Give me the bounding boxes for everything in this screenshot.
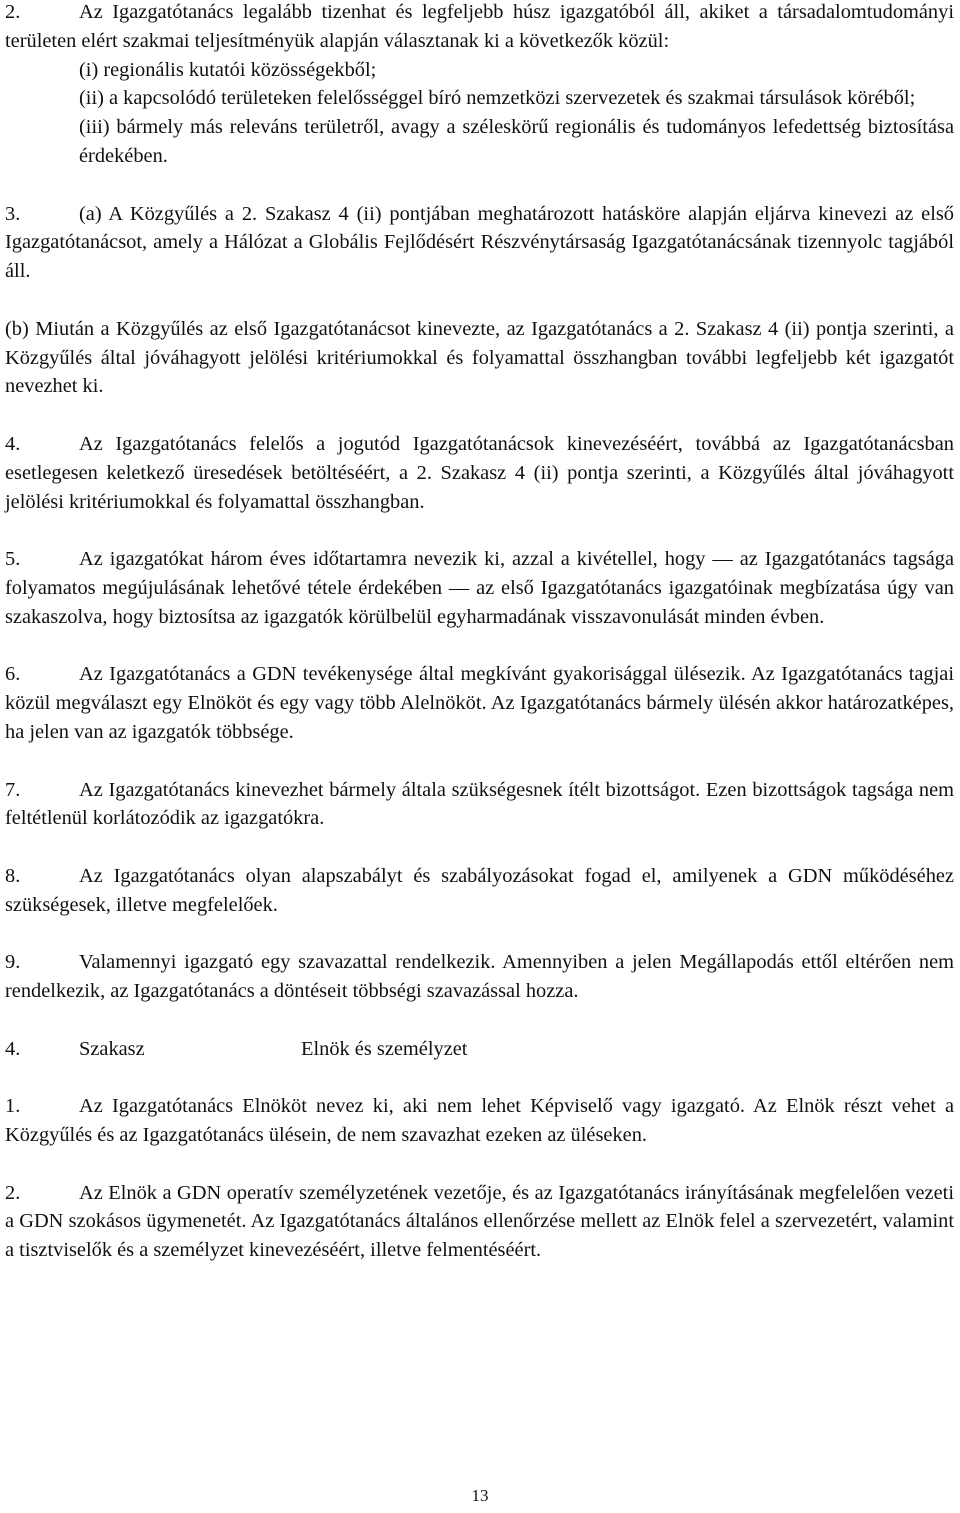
- paragraph-number: 9.: [5, 951, 21, 974]
- paragraph-number: 5.: [5, 548, 21, 571]
- section4-paragraph-2: [5, 1179, 954, 1265]
- paragraph-6: [5, 660, 954, 746]
- paragraph-text: Az Igazgatótanács legalább tizenhat és legfeljebb húsz igazgatóból áll, akiket a társadalomtudományi területen elért szakmai teljesítményük alapján választanak ki a következők közül:: [5, 1, 954, 52]
- section4-paragraph-1: [5, 1092, 954, 1150]
- paragraph-text: Az igazgatókat három éves időtartamra nevezik ki, azzal a kivétellel, hogy — az Igazgatótanács tagsága folyamatos megújulásának lehetővé tétele érdekében — az első Igazgatótanács igazgatóinak megbízatása úgy van szakaszolva, hogy biztosítsa az igazgatók körülbelül egyharmadának visszavonulását minden évben.: [5, 548, 954, 628]
- paragraph-text: (a) A Közgyűlés a 2. Szakasz 4 (ii) pontjában meghatározott hatásköre alapján eljárva kinevezi az első Igazgatótanácsot, amely a Hálózat a Globális Fejlődésért Részvénytársaság Igazgatótanácsának tizennyolc tagjából áll.: [5, 202, 954, 283]
- paragraph-number: 8.: [5, 864, 21, 887]
- section-word: Szakasz: [79, 1037, 145, 1060]
- paragraph-3b: [5, 315, 954, 401]
- paragraph-text: Valamennyi igazgató egy szavazattal rendelkezik. Amennyiben a jelen Megállapodás ettől eltérően nem rendelkezik, az Igazgatótanács a döntéseit többségi szavazással hozza.: [5, 951, 954, 1003]
- paragraph-9: [5, 948, 954, 1006]
- page-number: 13: [471, 1486, 489, 1505]
- paragraph-text: Az Igazgatótanács olyan alapszabályt és szabályozásokat fogad el, amilyenek a GDN működéséhez szükségesek, illetve megfelelőek.: [5, 864, 954, 916]
- section-number: 4.: [5, 1037, 21, 1060]
- paragraph-2: [5, 0, 954, 171]
- paragraph-7: [5, 776, 954, 834]
- paragraph-text: Az Igazgatótanács a GDN tevékenysége által megkívánt gyakorisággal ülésezik. Az Igazgatótanács tagjai közül megválaszt egy Elnököt és egy vagy több Alelnököt. Az Igazgatótanács bármely ülésén akkor határozatképes, ha jelen van az igazgatók többsége.: [5, 663, 954, 743]
- paragraph-text: Az Igazgatótanács Elnököt nevez ki, aki nem lehet Képviselő vagy igazgató. Az Elnök részt vehet a Közgyűlés és az Igazgatótanács ülésein, de nem szavazhat ezeken az üléseken.: [5, 1095, 954, 1147]
- paragraph-8: [5, 862, 954, 920]
- paragraph-number: 2.: [5, 1181, 21, 1204]
- list-item: (ii) a kapcsolódó területeken felelősséggel bíró nemzetközi szervezetek és szakmai társulások köréből;: [79, 87, 916, 110]
- paragraph-3a: [5, 200, 954, 286]
- paragraph-number: 1.: [5, 1095, 21, 1118]
- section-title: Elnök és személyzet: [301, 1037, 468, 1060]
- list-item: (i) regionális kutatói közösségekből;: [79, 58, 377, 81]
- section-heading: [5, 1035, 954, 1064]
- paragraph-text: (b) Miután a Közgyűlés az első Igazgatótanácsot kinevezte, az Igazgatótanács a 2. Szakasz 4 (ii) pontja szerinti, a Közgyűlés által jóváhagyott jelölési kritériumokkal és folyamattal összhangban további legfeljebb két igazgatót nevezhet ki.: [5, 317, 954, 398]
- paragraph-number: 4.: [5, 432, 21, 455]
- document-page: [5, 0, 954, 1265]
- paragraph-text: Az Elnök a GDN operatív személyzetének vezetője, és az Igazgatótanács irányításának megfelelően vezeti a GDN szokásos ügymenetét. Az Igazgatótanács általános ellenőrzése mellett az Elnök felel a szervezetért, valamint a tisztviselők és a személyzet kinevezéséért, illetve felmentéséért.: [5, 1181, 954, 1262]
- list-item: (iii) bármely más releváns területről, avagy a széleskörű regionális és tudományos lefedettség biztosítása érdekében.: [79, 116, 954, 167]
- item-list: [5, 56, 954, 171]
- paragraph-text: Az Igazgatótanács kinevezhet bármely általa szükségesnek ítélt bizottságot. Ezen bizottságok tagsága nem feltétlenül korlátozódik az igazgatókra.: [5, 778, 954, 830]
- paragraph-number: 7.: [5, 778, 21, 801]
- paragraph-number: 2.: [5, 1, 21, 23]
- paragraph-5: [5, 545, 954, 631]
- paragraph-4: [5, 430, 954, 516]
- paragraph-text: Az Igazgatótanács felelős a jogutód Igazgatótanácsok kinevezéséért, továbbá az Igazgatótanácsban esetlegesen keletkező üresedések betöltéséért, a 2. Szakasz 4 (ii) pontja szerinti, a Közgyűlés által jóváhagyott jelölési kritériumokkal és folyamattal összhangban.: [5, 432, 954, 513]
- paragraph-number: 6.: [5, 663, 21, 686]
- paragraph-number: 3.: [5, 202, 21, 225]
